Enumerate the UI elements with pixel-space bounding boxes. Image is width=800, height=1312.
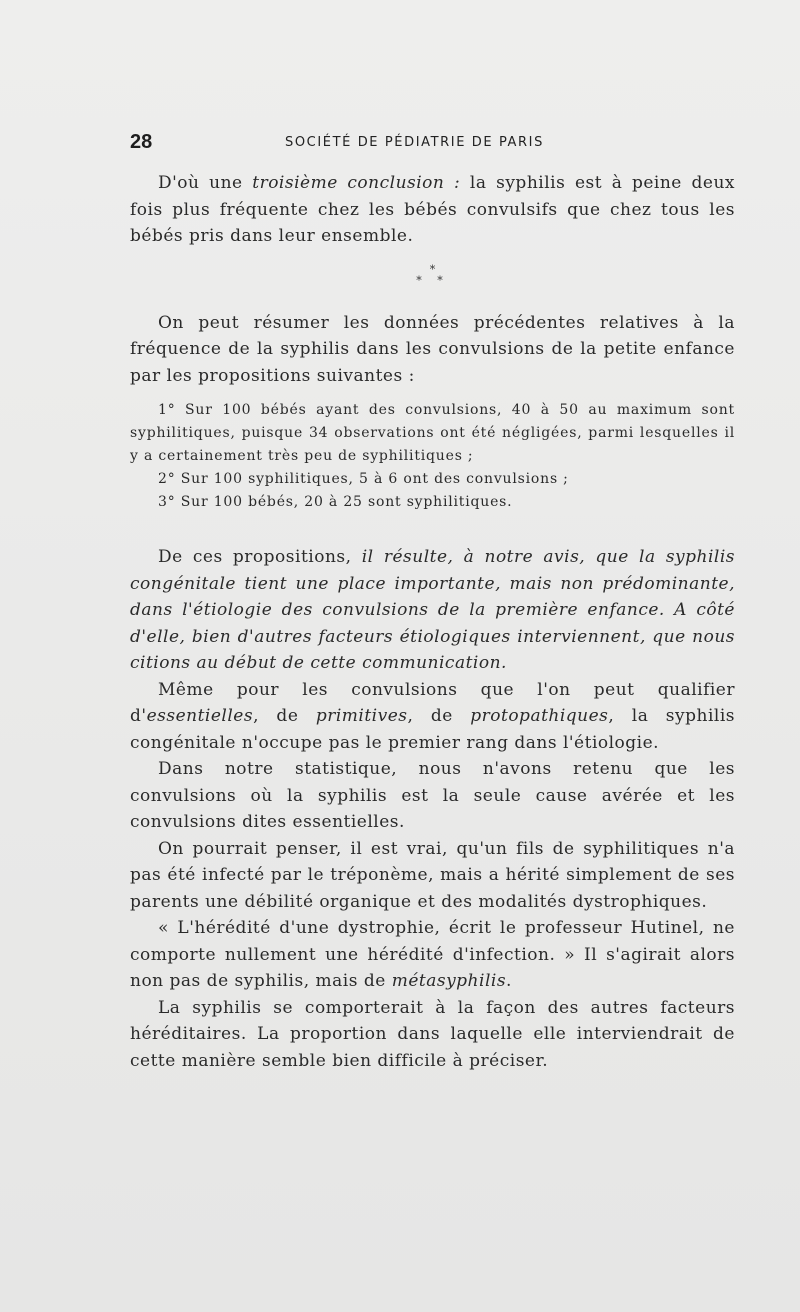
- statistics-paragraph: Dans notre statistique, nous n'avons retenu que les convulsions où la syphilis est la seule cause avérée et les convulsions dites essentielles.: [130, 759, 735, 832]
- propositions-list: [130, 399, 735, 514]
- quote-paragraph: « L'hérédité d'une dystrophie, écrit le professeur Hutinel, ne comporte nullement une hérédité d'infection. » Il s'agirait alors non pas de syphilis, mais de métasyphilis.: [130, 918, 735, 991]
- proposition-item: 3° Sur 100 bébés, 20 à 25 sont syphilitiques.: [158, 494, 513, 510]
- conclusion-paragraph: De ces propositions, il résulte, à notre avis, que la syphilis congénitale tient une place importante, mais non prédominante, dans l'étiologie des convulsions de la première enfance. A côté d'elle, bien d'autres facteurs étiologiques interviennent, que nous citions au début de cette communication.: [130, 547, 736, 673]
- intro-paragraph: D'où une troisième conclusion : la syphilis est à peine deux fois plus fréquente chez les bébés convulsifs que chez tous les bébés pris dans leur ensemble.: [130, 173, 735, 246]
- summary-intro-paragraph: On peut résumer les données précédentes relatives à la fréquence de la syphilis dans les convulsions de la petite enfance par les propositions suivantes :: [130, 312, 735, 386]
- heredity-paragraph: On pourrait penser, il est vrai, qu'un fils de syphilitiques n'a pas été infecté par le tréponème, mais a hérité simplement de ses parents une débilité organique et des modalités dystrophiques.: [130, 838, 735, 912]
- conclusion-emphasis: il résulte, à notre avis, que la syphilis congénitale tient une place importante, mais non prédominante, dans l'étiologie des convulsions de la première enfance. A côté d'elle, bien d'autres facteurs étiologiques interviennent, que nous citions au début de cette communication.: [130, 547, 736, 673]
- proposition-item: 2° Sur 100 syphilitiques, 5 à 6 ont des convulsions ;: [158, 471, 569, 487]
- running-head: SOCIÉTÉ DE PÉDIATRIE DE PARIS: [285, 135, 544, 150]
- essential-paragraph: Même pour les convulsions que l'on peut qualifier d'essentielles, de primitives, de protopathiques, la syphilis congénitale n'occupe pas le premier rang dans l'étiologie.: [130, 679, 735, 753]
- intro-emphasis: troisième conclusion :: [252, 173, 461, 193]
- page-number: 28: [130, 131, 153, 153]
- proposition-item: 1° Sur 100 bébés ayant des convulsions, 40 à 50 au maximum sont syphilitiques, puisque 34 observations ont été négligées, parmi lesquelles il y a certainement très peu de syphilitiques ;: [130, 402, 735, 464]
- final-paragraph: La syphilis se comporterait à la façon des autres facteurs héréditaires. La proportion dans laquelle elle interviendrait de cette manière semble bien difficile à préciser.: [130, 997, 735, 1071]
- asterism-divider: * * *: [416, 262, 449, 287]
- page-header: [130, 131, 735, 155]
- page-body: [130, 170, 735, 1074]
